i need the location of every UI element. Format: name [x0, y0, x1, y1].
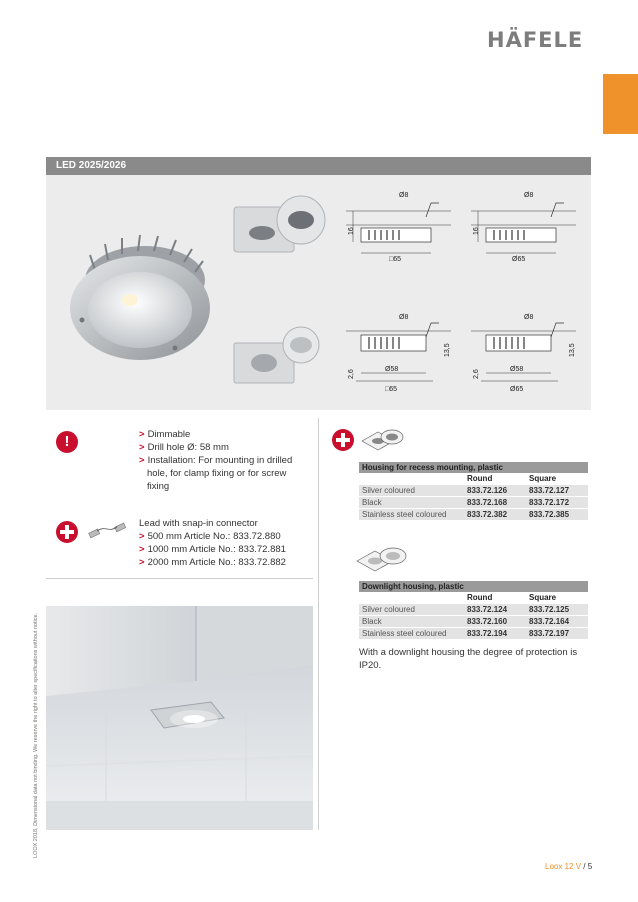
table-row: Black 833.72.160 833.72.164 — [359, 616, 588, 628]
dim-side-4: 13,5 — [569, 343, 576, 357]
feature-list — [139, 428, 309, 493]
downlight-housing-icon — [355, 543, 411, 575]
hafele-logo: HÄFELE — [487, 28, 584, 52]
dim-depth-3: 2,6 — [348, 369, 355, 379]
drawing-downlight-square — [346, 314, 451, 393]
column-header: Square — [529, 593, 557, 602]
ip20-note: With a downlight housing the degree of protection is IP20. — [359, 647, 578, 671]
drawing-recess-square — [346, 192, 451, 263]
dim-side-3: 13,5 — [444, 343, 451, 357]
dim-height-1: 16 — [348, 227, 355, 235]
downlight-housing-table — [359, 581, 588, 639]
connector-cable-icon — [87, 521, 129, 541]
recess-housing-table — [359, 462, 588, 520]
dim-top-2: Ø8 — [524, 192, 534, 199]
dim-outer-3: □65 — [385, 386, 398, 393]
divider — [46, 578, 313, 579]
accessory-plus-icon — [56, 521, 78, 543]
dim-top-4: Ø8 — [524, 314, 534, 321]
column-header: Square — [529, 474, 557, 483]
drawing-downlight-round — [471, 314, 576, 393]
warning-icon: ! — [56, 431, 78, 453]
kitchen-photo — [46, 606, 313, 830]
table-row: Silver coloured 833.72.124 833.72.125 — [359, 604, 588, 616]
table-title: Downlight housing, plastic — [359, 581, 588, 592]
square-recess-housing-image — [229, 195, 339, 255]
section-title: LED 2025/2026 — [56, 160, 127, 171]
lead-title: Lead with snap-in connector — [139, 518, 258, 529]
lead-item: > 2000 mm Article No.: 833.72.882 — [139, 557, 286, 568]
footer-section: Loox 12 V — [545, 862, 582, 871]
dim-outer-4: Ø65 — [510, 386, 524, 393]
square-downlight-housing-image — [229, 325, 339, 385]
led-product-image — [60, 230, 220, 370]
table-row: Stainless steel coloured 833.72.382 833.72.385 — [359, 509, 588, 521]
dim-top-1: Ø8 — [399, 192, 409, 199]
section-header — [46, 157, 591, 175]
feature-item: > Dimmable — [139, 429, 191, 440]
page-footer: Loox 12 V / 5 — [545, 862, 593, 871]
lead-list — [139, 517, 314, 569]
dim-depth-4: 2,6 — [473, 369, 480, 379]
accessory-plus-icon — [332, 429, 354, 451]
divider — [318, 418, 319, 830]
table-row: Silver coloured 833.72.126 833.72.127 — [359, 485, 588, 497]
product-panel — [46, 175, 591, 410]
table-row: Black 833.72.168 833.72.172 — [359, 497, 588, 509]
dim-inner-4: Ø58 — [510, 366, 524, 373]
dim-height-2: 16 — [473, 227, 480, 235]
lead-item: > 1000 mm Article No.: 833.72.881 — [139, 544, 286, 555]
disclaimer-text: LOOX 2018, Dimensional data not binding. We reserve the right to alter specifications without notice. — [33, 612, 39, 858]
dim-bottom-2: Ø65 — [512, 256, 526, 263]
lead-item: > 500 mm Article No.: 833.72.880 — [139, 531, 281, 542]
column-header: Round — [467, 474, 493, 483]
column-header: Round — [467, 593, 493, 602]
table-title: Housing for recess mounting, plastic — [359, 462, 588, 473]
technical-drawings — [341, 185, 591, 395]
recess-housing-icon — [360, 425, 410, 451]
drawing-recess-round — [471, 192, 576, 263]
chapter-tab — [603, 74, 638, 134]
feature-item: > Installation: For mounting in drilled hole, for clamp fixing or for screw fixing — [139, 455, 293, 492]
dim-top-3: Ø8 — [399, 314, 409, 321]
dim-bottom-1: □65 — [389, 256, 402, 263]
dim-inner-3: Ø58 — [385, 366, 399, 373]
table-row: Stainless steel coloured 833.72.194 833.72.197 — [359, 628, 588, 640]
feature-item: > Drill hole Ø: 58 mm — [139, 442, 229, 453]
page-number: 5 — [587, 862, 593, 871]
